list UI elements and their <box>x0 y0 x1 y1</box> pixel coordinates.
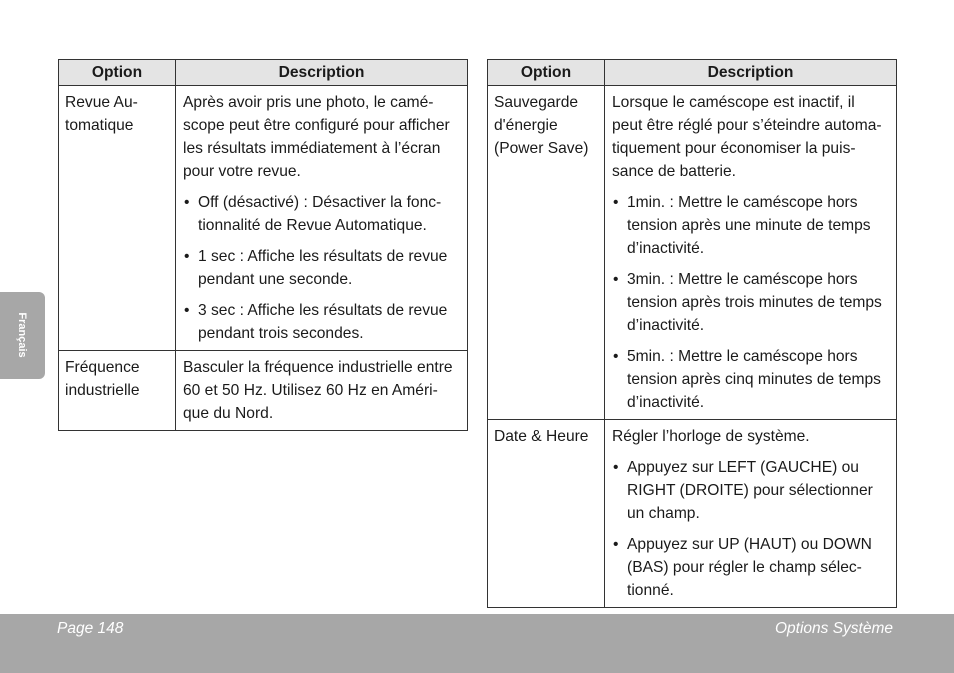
description-cell <box>605 420 897 608</box>
options-table-left <box>58 59 468 431</box>
table-row <box>488 420 897 608</box>
description-cell <box>605 86 897 420</box>
description-cell <box>176 351 468 431</box>
description-cell <box>176 86 468 351</box>
language-label: Français <box>16 312 28 358</box>
bullet-item: • 3 sec : Affiche les résultats de revue pendant trois secondes. <box>183 299 461 345</box>
bullet-list <box>612 191 890 414</box>
bullet-item: • 3min. : Mettre le caméscope hors tension après trois minutes de temps d’inactivité. <box>612 268 890 337</box>
bullet-item: • 5min. : Mettre le caméscope hors tension après cinq minutes de temps d’inactivité. <box>612 345 890 414</box>
page-number: Page 148 <box>57 620 124 637</box>
description-text: Basculer la fréquence industrielle entre 60 et 50 Hz. Utilisez 60 Hz en Améri- que du Nord. <box>183 359 453 422</box>
option-cell: Revue Au- tomatique <box>59 86 176 351</box>
header-option: Option <box>59 60 176 86</box>
option-cell: Sauvegarde d'énergie (Power Save) <box>488 86 605 420</box>
description-text: Après avoir pris une photo, le camé- scope peut être configuré pour afficher les résultats immédiatement à l’écran pour votre revue. <box>183 94 450 180</box>
description-text: Régler l’horloge de système. <box>612 428 810 445</box>
bullet-item: • Off (désactivé) : Désactiver la fonc- tionnalité de Revue Automatique. <box>183 191 461 237</box>
table-row <box>488 86 897 420</box>
bullet-list <box>612 456 890 602</box>
language-side-tab <box>0 292 45 379</box>
bullet-item: • 1 sec : Affiche les résultats de revue pendant une seconde. <box>183 245 461 291</box>
bullet-item: • 1min. : Mettre le caméscope hors tension après une minute de temps d’inactivité. <box>612 191 890 260</box>
header-option: Option <box>488 60 605 86</box>
table-row <box>59 86 468 351</box>
option-cell: Fréquence industrielle <box>59 351 176 431</box>
section-title: Options Système <box>774 620 893 637</box>
bullet-item: • Appuyez sur UP (HAUT) ou DOWN (BAS) pour régler le champ sélec- tionné. <box>612 533 890 602</box>
header-description: Description <box>605 60 897 86</box>
table-row <box>59 351 468 431</box>
bullet-item: • Appuyez sur LEFT (GAUCHE) ou RIGHT (DROITE) pour sélectionner un champ. <box>612 456 890 525</box>
header-description: Description <box>176 60 468 86</box>
table-header-row <box>488 60 897 86</box>
bullet-list <box>183 191 461 345</box>
option-cell: Date & Heure <box>488 420 605 608</box>
options-table-right <box>487 59 897 608</box>
table-header-row <box>59 60 468 86</box>
description-text: Lorsque le caméscope est inactif, il peut être réglé pour s’éteindre automa- tiquement pour économiser la puis- sance de batterie. <box>612 94 882 180</box>
page-footer <box>0 614 954 673</box>
